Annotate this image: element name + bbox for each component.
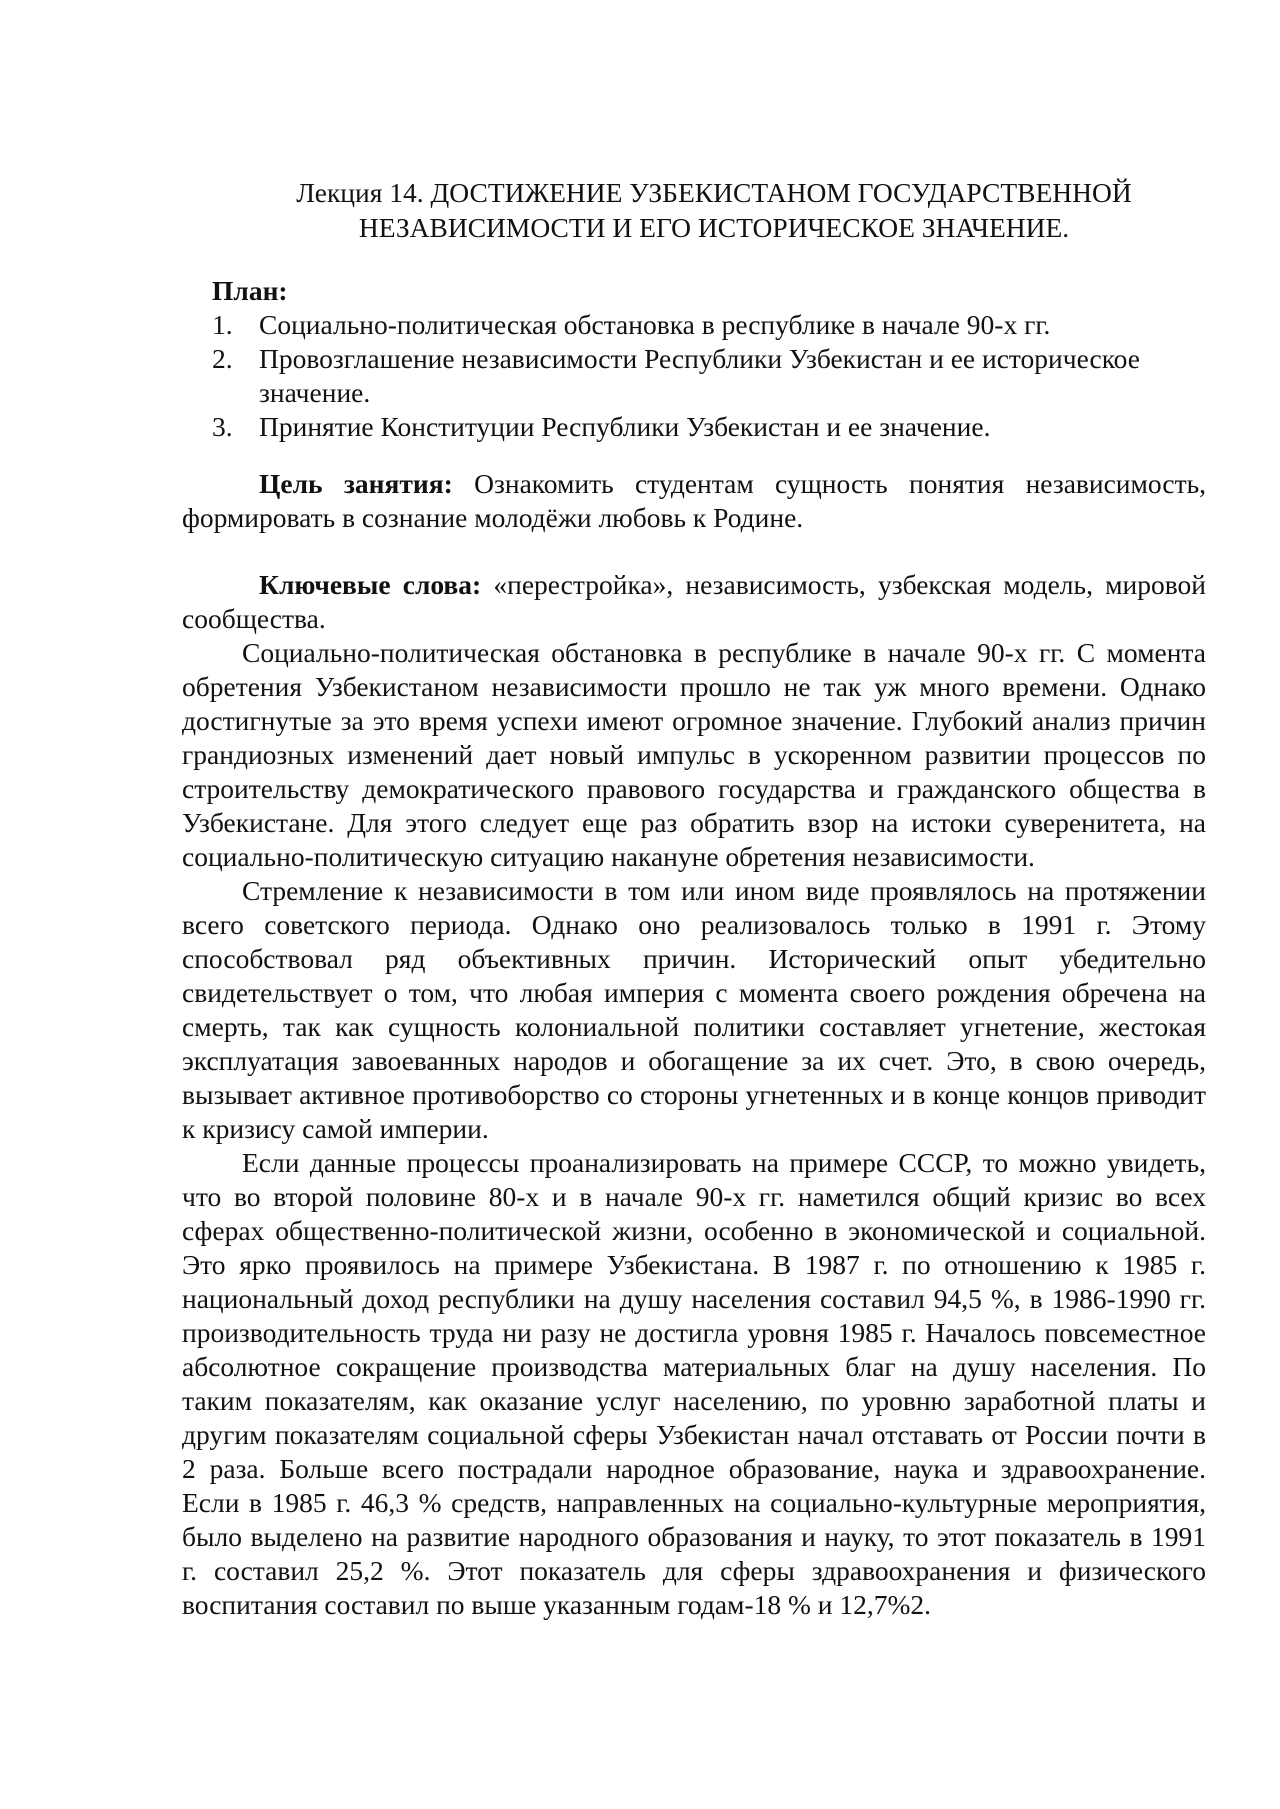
plan-item-text: Провозглашение независимости Республики Узбекистан и ее историческое значение. [259,343,1140,408]
lecture-title [182,175,1206,245]
plan-item [212,342,1206,410]
plan-item-number: 2. [212,343,233,374]
keywords-text: «перестройка», независимость, узбекская модель, мировой сообщества. [182,569,1206,634]
body-paragraph: Стремление к независимости в том или ином виде проявлялось на протяжении всего советского периода. Однако оно реализовалось только в 1991 г. Этому способствовал ряд объективных причин. Исторический опыт убедительно свидетельствует о том, что любая империя с момента своего рождения обречена на смерть, так как сущность колониальной политики составляет угнетение, жестокая эксплуатация завоеванных народов и обогащение за их счет. Это, в свою очередь, вызывает активное противоборство со стороны угнетенных и в конце концов приводит к кризису самой империи. [182,875,1206,1144]
plan-item-number: 3. [212,411,233,442]
plan-list [212,308,1206,444]
keywords [182,568,1206,636]
plan-item [212,308,1206,342]
goal-text: Ознакомить студентам сущность понятия независимость, формировать в сознание молодёжи любовь к Родине. [182,468,1207,533]
title-line-2: НЕЗАВИСИМОСТИ И ЕГО ИСТОРИЧЕСКОЕ ЗНАЧЕНИЕ. [358,212,1070,243]
plan-item-text: Принятие Конституции Республики Узбекистан и ее значение. [259,411,991,442]
plan-item [212,410,1206,444]
goal-label: Цель занятия: [259,468,453,499]
plan-heading: План: [212,275,288,306]
plan-section [182,274,1206,444]
plan-item-text: Социально-политическая обстановка в республике в начале 90-х гг. [259,309,1051,340]
document-page [182,175,1206,1622]
keywords-label: Ключевые слова: [259,569,482,600]
plan-item-number: 1. [212,309,233,340]
body-paragraph: Если данные процессы проанализировать на примере СССР, то можно увидеть, что во второй половине 80-х и в начале 90-х гг. наметился общий кризис во всех сферах общественно-политической жизни, особенно в экономической и социальной. Это ярко проявилось на примере Узбекистана. В 1987 г. по отношению к 1985 г. национальный доход республики на душу населения составил 94,5 %, в 1986-1990 гг. производительность труда ни разу не достигла уровня 1985 г. Началось повсеместное абсолютное сокращение производства материальных благ на душу населения. По таким показателям, как оказание услуг населению, по уровню заработной платы и другим показателям социальной сферы Узбекистан начал отставать от России почти в 2 раза. Больше всего пострадали народное образование, наука и здравоохранение. Если в 1985 г. 46,3 % средств, направленных на социально-культурные мероприятия, было выделено на развитие народного образования и науку, то этот показатель в 1991 г. составил 25,2 %. Этот показатель для сферы здравоохранения и физического воспитания составил по выше указанным годам-18 % и 12,7%2. [182,1147,1206,1620]
title-line-1: Лекция 14. ДОСТИЖЕНИЕ УЗБЕКИСТАНОМ ГОСУДАРСТВЕННОЙ [296,177,1132,208]
body-paragraph: Социально-политическая обстановка в республике в начале 90-х гг. С момента обретения Узбекистаном независимости прошло не так уж много времени. Однако достигнутые за это время успехи имеют огромное значение. Глубокий анализ причин грандиозных изменений дает новый импульс в ускоренном развитии процессов по строительству демократического правового государства и гражданского общества в Узбекистане. Для этого следует еще раз обратить взор на истоки суверенитета, на социально-политическую ситуацию накануне обретения независимости. [182,637,1206,872]
lesson-goal [182,467,1206,535]
